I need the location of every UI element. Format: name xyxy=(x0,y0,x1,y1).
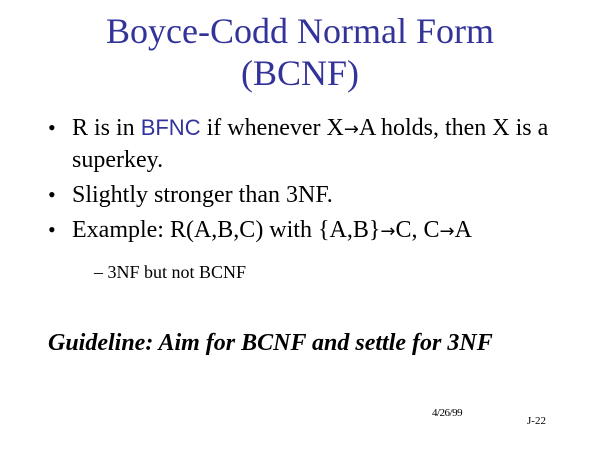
bullet-text: Slightly stronger than 3NF. xyxy=(72,182,333,208)
bullet-text: R is in xyxy=(72,115,141,141)
sub-bullet: – 3NF but not BCNF xyxy=(94,262,247,282)
right-arrow-icon: → xyxy=(380,221,396,242)
bfnc-highlight: BFNC xyxy=(140,115,201,140)
bullet-text: Example: R(A,B,C) with {A,B} xyxy=(72,217,381,243)
right-arrow-icon: → xyxy=(343,119,359,140)
bullet-marker: • xyxy=(48,115,56,140)
slide-date: 4/26/99 xyxy=(432,407,463,419)
slide-title-line-1: Boyce-Codd Normal Form xyxy=(106,11,494,51)
bullet-text: A holds, then X is a superkey. xyxy=(72,115,549,173)
bullet-marker: • xyxy=(48,182,56,207)
bullet-text: A xyxy=(454,217,472,243)
slide-page-number: J-22 xyxy=(527,415,546,427)
bullet-text: C, C xyxy=(395,217,440,243)
right-arrow-icon: → xyxy=(439,221,455,242)
bullet-item-stronger xyxy=(48,180,578,210)
slide-title xyxy=(0,10,600,94)
bullet-text: if whenever X xyxy=(200,115,344,141)
bullet-list xyxy=(48,113,578,252)
bullet-marker: • xyxy=(48,217,56,242)
slide-title-line-2: (BCNF) xyxy=(240,53,360,93)
bullet-item-bcnf-definition xyxy=(48,113,578,175)
bullet-item-example xyxy=(48,215,578,247)
guideline-text: Guideline: Aim for BCNF and settle for 3NF xyxy=(48,330,493,356)
